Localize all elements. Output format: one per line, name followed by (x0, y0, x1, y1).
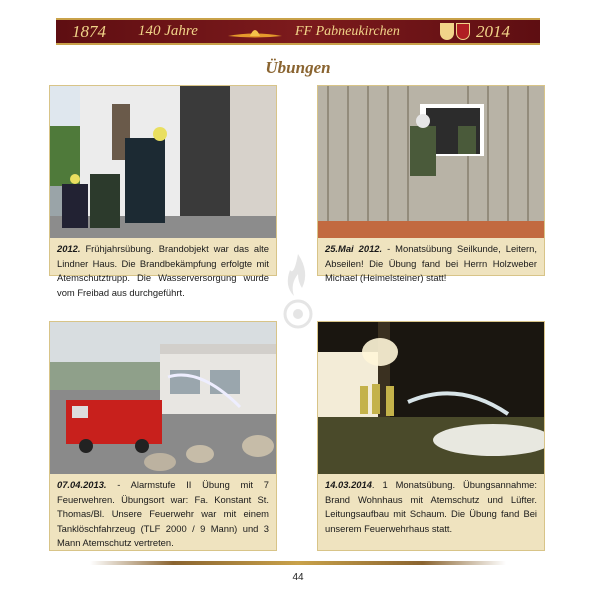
exercise-date: 07.04.2013. (57, 479, 107, 490)
exercise-photo (318, 86, 544, 238)
exercise-card (317, 85, 545, 283)
exercise-card (49, 85, 277, 298)
exercise-description: - Alarmstufe II Übung mit 7 Feuerwehren. Übungsort war: Fa. Konstant St. Thomas/Bl. Unsere Feuerwehr war mit einem Tanklöschfahrzeug (TLF 2000 / 9 Mann) und 3 Mann Atemschutz vertreten. (57, 479, 269, 548)
page-number: 44 (292, 572, 304, 583)
exercise-card (317, 321, 545, 551)
exercise-description: . 1 Monatsübung. Übungsannahme: Brand Wohnhaus mit Atemschutz und Lüfter. Leitungsaufbau mit Schaum. Die Übung fand Bei unserem Feuerwehrhaus statt. (325, 479, 537, 534)
coat-of-arms-icon (440, 23, 454, 40)
exercise-date: 25.Mai 2012. (325, 243, 383, 254)
exercise-card (49, 321, 277, 551)
footer-divider (90, 561, 506, 565)
exercise-caption (57, 478, 269, 551)
banner-org-name: FF Pabneukirchen (295, 24, 400, 39)
exercise-caption (325, 242, 537, 286)
flame-emblem-icon (228, 24, 282, 45)
fire-brigade-crest-icon (456, 23, 470, 40)
header-banner (56, 18, 540, 45)
exercise-photo (50, 86, 276, 238)
banner-year-start: 1874 (72, 22, 106, 41)
exercise-caption (325, 478, 537, 536)
banner-year-end: 2014 (476, 22, 510, 41)
exercise-description: Frühjahrsübung. Brandobjekt war das alte Lindner Haus. Die Brandbekämpfung erfolgte mit Atemschutztrupp. Die Wasserversorgung wurde vom Freibad aus durchgeführt. (57, 243, 269, 298)
exercise-caption (57, 242, 269, 300)
exercise-date: 14.03.2014 (325, 479, 372, 490)
fire-brigade-emblem-icon (280, 252, 316, 332)
exercise-description: - Monatsübung Seilkunde, Leitern, Abseilen! Die Übung fand bei Herrn Holzweber Michael (Heimelsteiner) statt! (325, 243, 538, 283)
exercise-photo (318, 322, 544, 474)
banner-anniversary: 140 Jahre (138, 23, 198, 39)
exercise-date: 2012. (57, 243, 81, 254)
exercise-photo (50, 322, 276, 474)
page-title: Übungen (265, 58, 331, 77)
